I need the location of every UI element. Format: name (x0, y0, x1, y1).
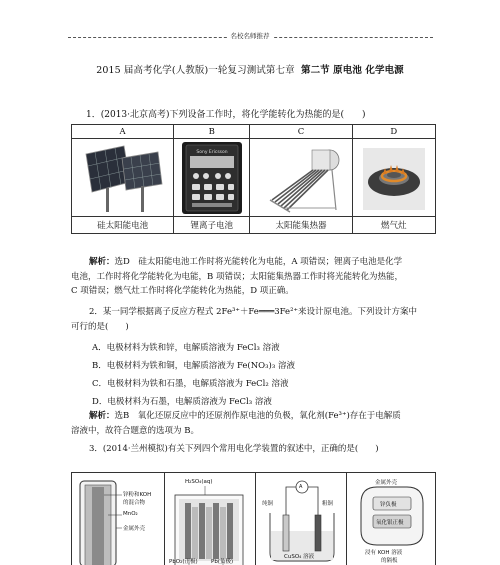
solar-panel-image (80, 142, 166, 214)
silver-zinc-cell-diagram (347, 473, 437, 565)
question-3-stem: 3．(2014·兰州模拟)有关下列四个常用电化学装置的叙述中，正确的是( ) (89, 444, 379, 454)
d1-label-mixture: 的混合物 (123, 500, 146, 506)
d3-label-pure-copper: 纯铜 (262, 501, 274, 507)
question-2-choice-c: C．电极材料为铁和石墨，电解质溶液为 FeCl₂ 溶液 (92, 379, 289, 389)
question-3-diagrams (71, 472, 436, 565)
d2-label-pbo2: PbO₂(正极) (169, 559, 198, 565)
option-label-a: 硅太阳能电池 (72, 217, 174, 234)
question-2-analysis: 解析：选B 氧化还原反应中的还原剂作原电池的负极，氧化剂(Fe³⁺)存在于电解质 溶液中，故符合题意的选项为 B。 (71, 411, 401, 436)
question-1-stem: 1．(2013·北京高考)下列设备工作时，将化学能转化为热能的是( ) (86, 110, 366, 120)
d1-label-shell: 金属外壳 (123, 526, 146, 532)
option-header-c: C (250, 125, 352, 139)
option-header-d: D (352, 125, 435, 139)
d4-label-shell: 金属外壳 (375, 480, 398, 486)
question-1-options-table (71, 124, 436, 234)
d3-label-crude-copper: 粗铜 (322, 501, 334, 507)
option-label-c: 太阳能集热器 (250, 217, 352, 234)
d1-label-mno2: MnO₂ (123, 511, 138, 517)
d4-label-separator: 的隔板 (381, 558, 398, 564)
lead-acid-drawing (165, 473, 255, 565)
option-header-a: A (72, 125, 174, 139)
option-header-b: B (174, 125, 250, 139)
question-1-analysis: 解析：选D 硅太阳能电池工作时将光能转化为电能，A 项错误；锂离子电池是化学 电池，工作时将化学能转化为电能，B 项错误；太阳能集热器工作时将光能转化为热能， C 项错误；燃气灶工作时将化学能转化为热能，D 项正确。 (71, 257, 403, 296)
question-2-choice-a: A．电极材料为铁和锌，电解质溶液为 FeCl₃ 溶液 (92, 343, 280, 353)
alkaline-cell-diagram (72, 473, 164, 565)
copper-refining-diagram (256, 473, 346, 565)
phone-battery-image (180, 140, 244, 216)
d2-label-pb: Pb(负极) (211, 559, 234, 565)
question-2-choice-d: D．电极材料为石墨，电解质溶液为 FeCl₃ 溶液 (92, 397, 272, 407)
gas-stove-image (359, 142, 429, 214)
option-label-d: 燃气灶 (352, 217, 435, 234)
d3-label-ammeter: A (299, 484, 303, 490)
lead-acid-battery-diagram (165, 473, 255, 565)
question-2-choice-b: B．电极材料为铁和铜，电解质溶液为 Fe(NO₃)₃ 溶液 (92, 361, 295, 371)
header-label: 名校名师推荐 (0, 31, 500, 40)
d4-label-silver-oxide: 氧化银正极 (376, 520, 404, 526)
d2-label-acid: H₂SO₄(aq) (185, 479, 213, 485)
solar-water-heater-image (258, 142, 344, 214)
phone-brand-text: Sony Ericsson (196, 149, 228, 155)
page-title: 2015 届高考化学(人教版)一轮复习测试第七章 第二节 原电池 化学电源 (96, 65, 404, 76)
d4-label-koh-separator: 浸有 KOH 溶液 (365, 550, 403, 556)
d4-label-zinc: 锌负极 (380, 502, 397, 508)
question-2-stem: 2．某一同学根据离子反应方程式 2Fe³⁺＋Fe═══3Fe²⁺来设计原电池。下列设计方案中 可行的是( ) (71, 307, 417, 332)
alkaline-cell-drawing (72, 473, 164, 565)
option-label-b: 锂离子电池 (174, 217, 250, 234)
d1-label-zinc-koh: 锌粉和KOH (123, 492, 152, 498)
d3-label-cuso4: CuSO₄ 溶液 (284, 554, 315, 560)
